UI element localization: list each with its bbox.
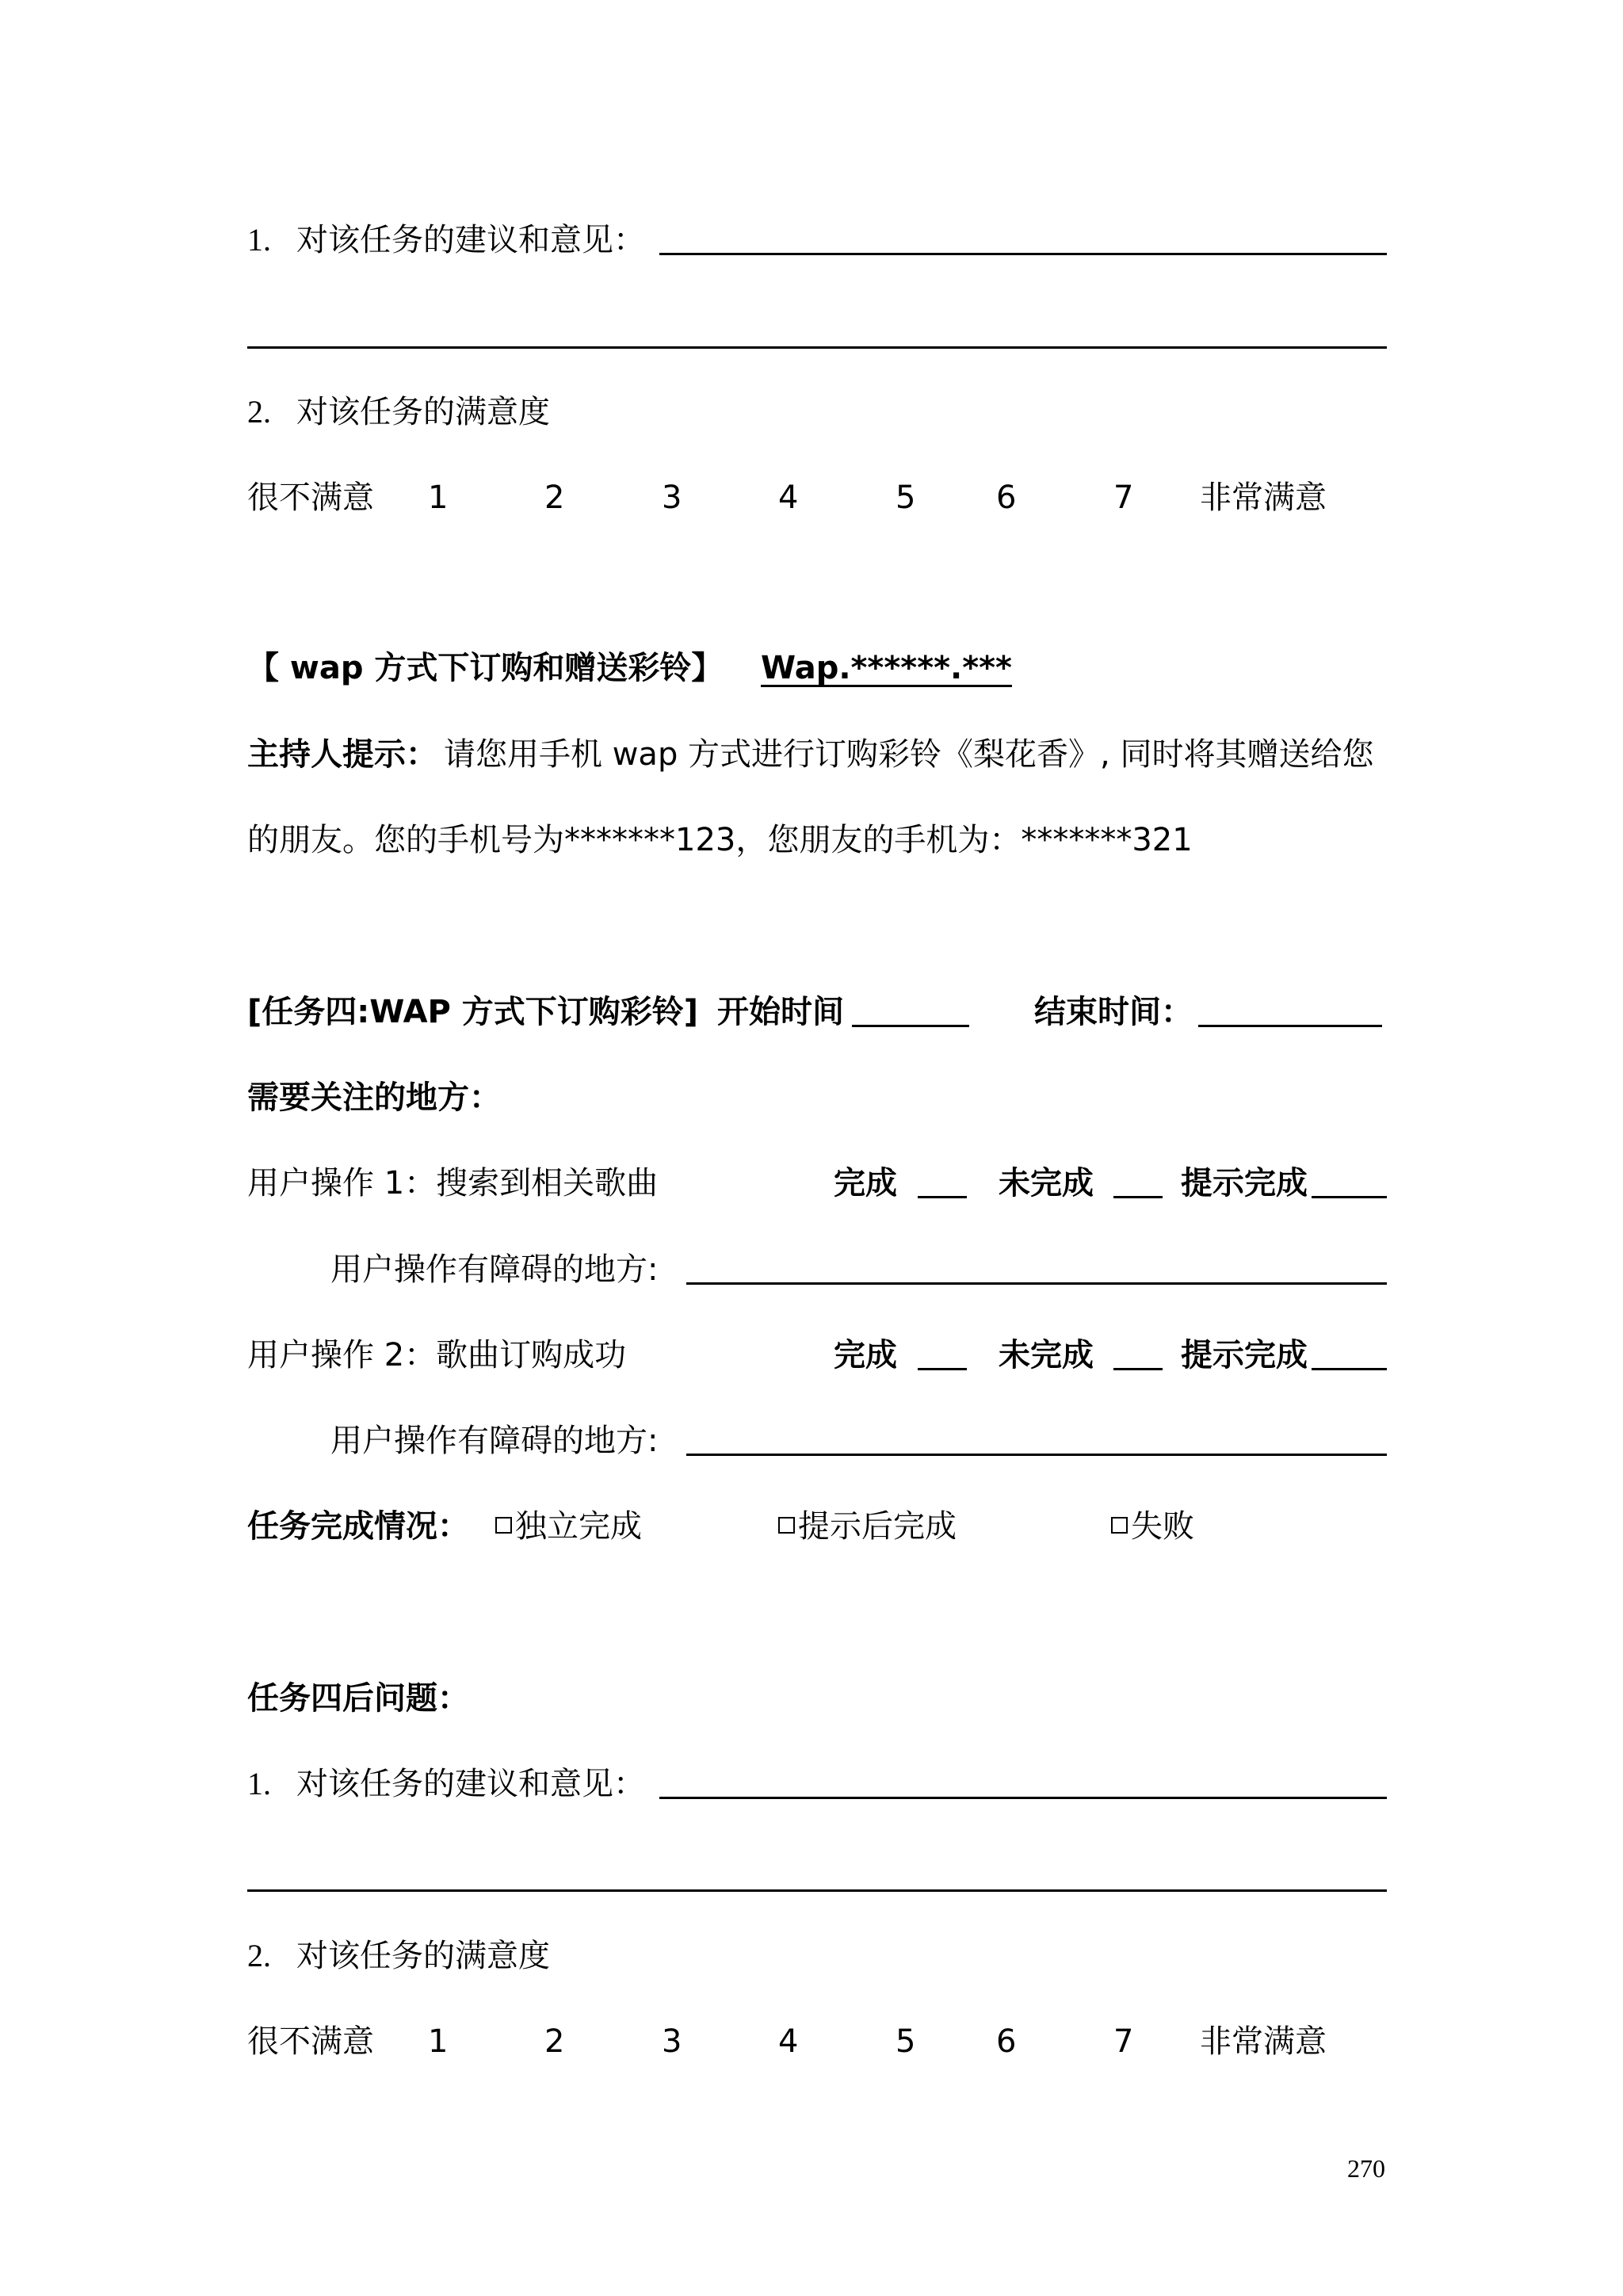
section-url: Wap.******.*** [761,650,1012,686]
checkbox-icon[interactable] [778,1517,795,1534]
start-time-field[interactable] [852,1025,969,1027]
question-label: 对该任务的建议和意见： [296,1766,645,1802]
host-hint-text: 请您用手机 wap 方式进行订购彩铃《梨花香》, 同时将其赠送给您 [444,736,1374,773]
end-time-field[interactable] [1198,1025,1382,1027]
scale-high-label: 非常满意 [1200,2023,1327,2060]
question-number: 1. [247,222,271,258]
checkbox-icon[interactable] [1111,1517,1128,1534]
scale-value[interactable]: 4 [778,2023,799,2060]
question-number: 2. [247,1938,271,1973]
obstacle-label: 用户操作有障碍的地方: [330,1423,659,1459]
task4-questions-heading-row [0,1675,1623,1722]
option-label: 独立完成 [515,1508,642,1545]
answer-line[interactable] [247,1889,1387,1892]
prev-question-1 [0,216,1623,264]
scale-low-label: 很不满意 [247,479,374,516]
task4-header [0,988,1623,1036]
questions-heading: 任务四后问题： [247,1680,469,1717]
obstacle-field[interactable] [686,1454,1387,1456]
focus-heading: 需要关注的地方： [247,1079,501,1116]
scale-value[interactable]: 6 [996,2023,1017,2060]
question-label: 对该任务的满意度 [296,394,550,430]
scale-value[interactable]: 1 [428,2023,449,2060]
hint-done-field[interactable] [1312,1196,1387,1198]
scale-value[interactable]: 2 [544,479,565,516]
scale-value[interactable]: 2 [544,2023,565,2060]
scale-value[interactable]: 5 [896,479,916,516]
scale-high-label: 非常满意 [1200,479,1327,516]
answer-line[interactable] [659,1797,1387,1799]
option-label: 提示后完成 [798,1508,957,1545]
scale-value[interactable]: 3 [662,479,682,516]
operation-label: 用户操作 1：搜索到相关歌曲 [247,1165,659,1201]
section-header [0,644,1623,692]
obstacle-row [0,1246,1623,1293]
host-hint-line-2 [0,816,1623,864]
footer [0,2145,1623,2192]
not-done-label: 未完成 [999,1165,1094,1201]
scale-value[interactable]: 6 [996,479,1017,516]
prev-question-2 [0,388,1623,436]
checkbox-icon[interactable] [495,1517,512,1534]
task4-question-2 [0,1932,1623,1980]
satisfaction-scale [0,474,1623,521]
answer-line[interactable] [659,253,1387,255]
focus-heading-row [0,1074,1623,1121]
scale-value[interactable]: 1 [428,479,449,516]
hint-done-label: 提示完成 [1181,1165,1308,1201]
question-label: 对该任务的建议和意见： [296,222,645,258]
option-label: 失败 [1131,1508,1194,1545]
scale-value[interactable]: 5 [896,2023,916,2060]
scale-low-label: 很不满意 [247,2023,374,2060]
host-hint-label: 主持人提示： [247,736,437,773]
start-time-label: 开始时间 [717,994,844,1030]
hint-done-label: 提示完成 [1181,1337,1308,1373]
question-number: 2. [247,394,271,430]
not-done-field[interactable] [1113,1368,1163,1370]
task4-question-1 [0,1760,1623,1808]
done-field[interactable] [918,1196,967,1198]
host-hint-line-1 [0,731,1623,778]
satisfaction-scale [0,2018,1623,2065]
obstacle-field[interactable] [686,1282,1387,1285]
done-field[interactable] [918,1368,967,1370]
done-label: 完成 [834,1337,897,1373]
not-done-field[interactable] [1113,1196,1163,1198]
scale-value[interactable]: 3 [662,2023,682,2060]
obstacle-row [0,1417,1623,1465]
scale-value[interactable]: 7 [1113,2023,1134,2060]
question-label: 对该任务的满意度 [296,1938,550,1974]
end-time-label: 结束时间： [1034,994,1193,1030]
scale-value[interactable]: 4 [778,479,799,516]
option-with-hint[interactable] [778,1503,957,1550]
option-independent[interactable] [495,1503,642,1550]
completion-row [0,1503,1623,1550]
option-failed[interactable] [1111,1503,1194,1550]
question-number: 1. [247,1766,271,1801]
section-title: 【 wap 方式下订购和赠送彩铃】 [247,650,724,686]
completion-label: 任务完成情况： [247,1508,469,1545]
page-number: 270 [1347,2154,1385,2183]
host-hint-text: 的朋友。您的手机号为*******123，您朋友的手机为：*******321 [247,822,1193,858]
obstacle-label: 用户操作有障碍的地方: [330,1251,659,1288]
answer-line[interactable] [247,346,1387,349]
not-done-label: 未完成 [999,1337,1094,1373]
scale-value[interactable]: 7 [1113,479,1134,516]
operation-row [0,1159,1623,1207]
done-label: 完成 [834,1165,897,1201]
task-title: [任务四:WAP 方式下订购彩铃] [247,994,699,1030]
operation-label: 用户操作 2：歌曲订购成功 [247,1337,627,1373]
operation-row [0,1331,1623,1379]
hint-done-field[interactable] [1312,1368,1387,1370]
